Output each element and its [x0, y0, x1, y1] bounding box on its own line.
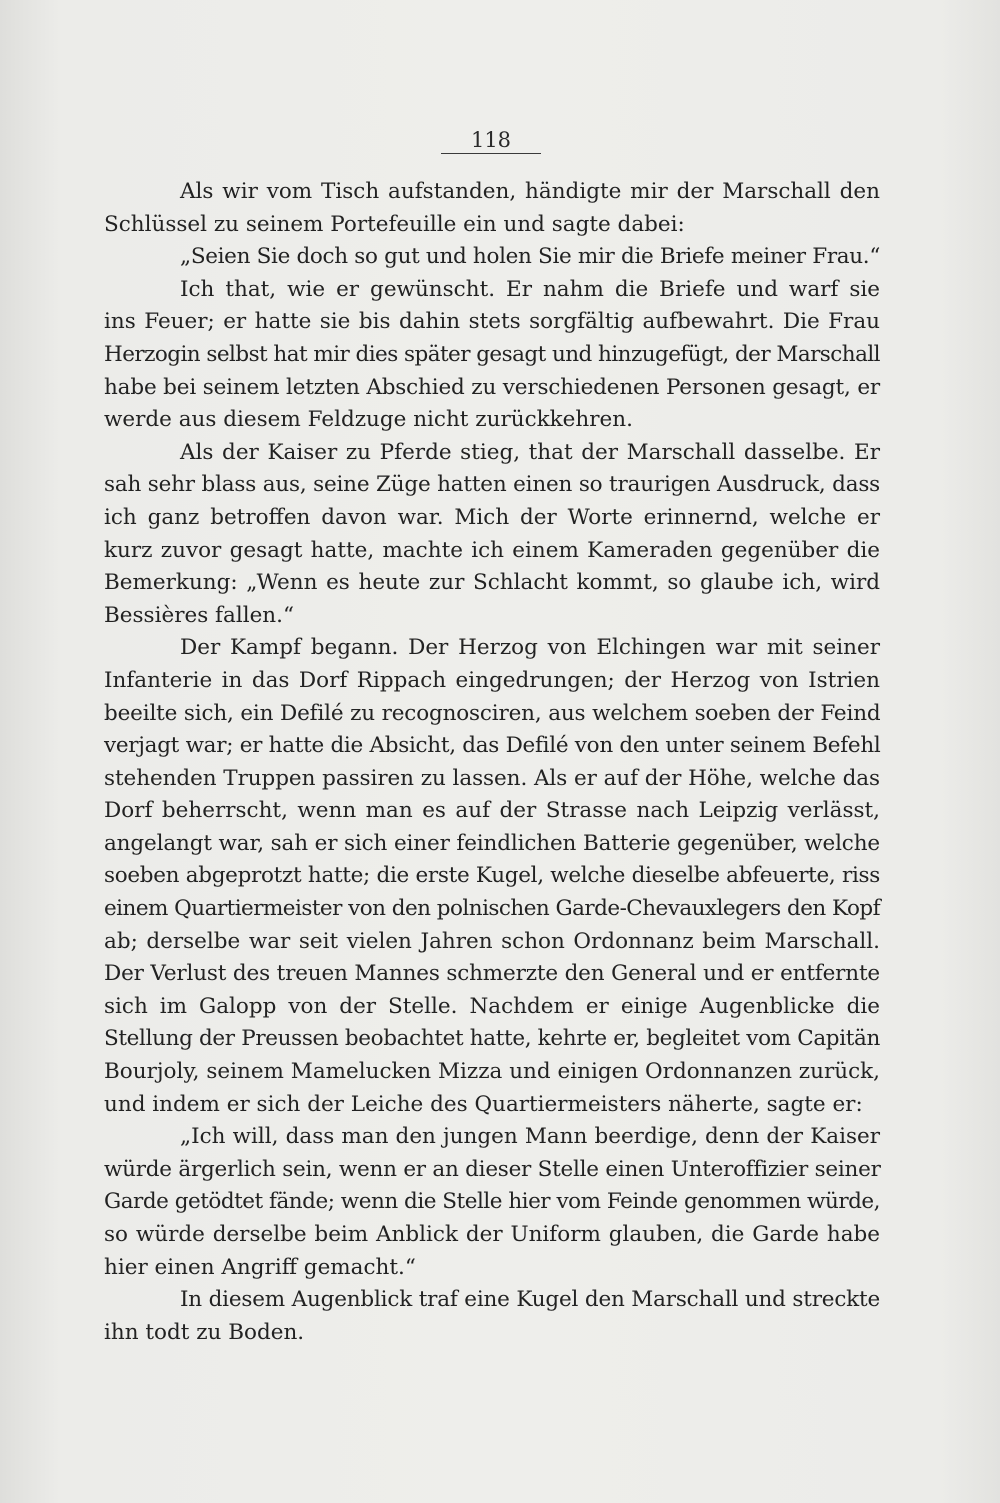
text-line: Garde getödtet fände; wenn die Stelle hier vom Feinde genommen würde,: [104, 1189, 880, 1215]
text-line: Als wir vom Tisch aufstanden, händigte mir der Marschall den: [180, 179, 880, 204]
text-line: „Ich will, dass man den jungen Mann beerdige, denn der Kaiser: [180, 1124, 880, 1150]
text-line: so würde derselbe beim Anblick der Uniform glauben, die Garde habe: [104, 1222, 880, 1247]
text-line: ihn todt zu Boden.: [104, 1319, 305, 1345]
page-number: 118: [470, 128, 512, 152]
text-line: ich ganz betroffen davon war. Mich der Worte erinnernd, welche er: [104, 504, 880, 530]
text-line: habe bei seinem letzten Abschied zu verschiedenen Personen gesagt, er: [104, 374, 880, 400]
text-line: beeilte sich, ein Defilé zu recognosciren, aus welchem soeben der Feind: [104, 700, 881, 726]
text-line: angelangt war, sah er sich einer feindlichen Batterie gegenüber, welche: [104, 830, 880, 856]
body-text: [104, 176, 880, 1349]
text-line: Schlüssel zu seinem Portefeuille ein und sagte dabei:: [104, 211, 685, 237]
text-line: werde aus diesem Feldzuge nicht zurückkehren.: [104, 407, 633, 433]
text-line: Der Kampf begann. Der Herzog von Elchingen war mit seiner: [180, 635, 880, 661]
text-line: Herzogin selbst hat mir dies später gesagt und hinzugefügt, der Marschall: [104, 341, 880, 367]
text-line: hier einen Angriff gemacht.“: [104, 1254, 416, 1280]
text-line: sich im Galopp von der Stelle. Nachdem er einige Augenblicke die: [104, 993, 880, 1019]
text-line: und indem er sich der Leiche des Quartiermeisters näherte, sagte er:: [104, 1091, 863, 1117]
text-line: ab; derselbe war seit vielen Jahren schon Ordonnanz beim Marschall.: [104, 928, 880, 954]
text-line: kurz zuvor gesagt hatte, machte ich einem Kameraden gegenüber die: [104, 537, 880, 563]
text-line: würde ärgerlich sein, wenn er an dieser Stelle einen Unteroffizier seiner: [104, 1156, 881, 1182]
text-line: Der Verlust des treuen Mannes schmerzte den General und er entfernte: [104, 961, 880, 987]
text-line: soeben abgeprotzt hatte; die erste Kugel, welche dieselbe abfeuerte, riss: [104, 863, 880, 889]
text-line: Stellung der Preussen beobachtet hatte, kehrte er, begleitet vom Capitän: [104, 1026, 880, 1052]
text-line: „Seien Sie doch so gut und holen Sie mir die Briefe meiner Frau.“: [180, 244, 880, 270]
text-line: Bessières fallen.“: [104, 602, 294, 628]
text-line: Dorf beherrscht, wenn man es auf der Strasse nach Leipzig verlässt,: [104, 798, 880, 824]
text-line: In diesem Augenblick traf eine Kugel den Marschall und streckte: [180, 1287, 880, 1313]
text-line: Bourjoly, seinem Mamelucken Mizza und einigen Ordonnanzen zurück,: [104, 1059, 880, 1085]
page-number-rule: [441, 153, 541, 154]
text-line: sah sehr blass aus, seine Züge hatten einen so traurigen Ausdruck, dass: [104, 472, 880, 498]
text-line: Ich that, wie er gewünscht. Er nahm die Briefe und warf sie: [180, 276, 880, 302]
text-line: Bemerkung: „Wenn es heute zur Schlacht kommt, so glaube ich, wird: [104, 570, 880, 596]
text-line: verjagt war; er hatte die Absicht, das Defilé von den unter seinem Befehl: [104, 733, 881, 759]
text-line: ins Feuer; er hatte sie bis dahin stets sorgfältig aufbewahrt. Die Frau: [104, 309, 880, 335]
text-line: Als der Kaiser zu Pferde stieg, that der Marschall dasselbe. Er: [180, 439, 880, 465]
text-line: einem Quartiermeister von den polnischen Garde-Chevauxlegers den Kopf: [104, 896, 880, 922]
text-line: stehenden Truppen passiren zu lassen. Als er auf der Höhe, welche das: [104, 765, 880, 791]
text-line: Infanterie in das Dorf Rippach eingedrungen; der Herzog von Istrien: [104, 667, 880, 693]
